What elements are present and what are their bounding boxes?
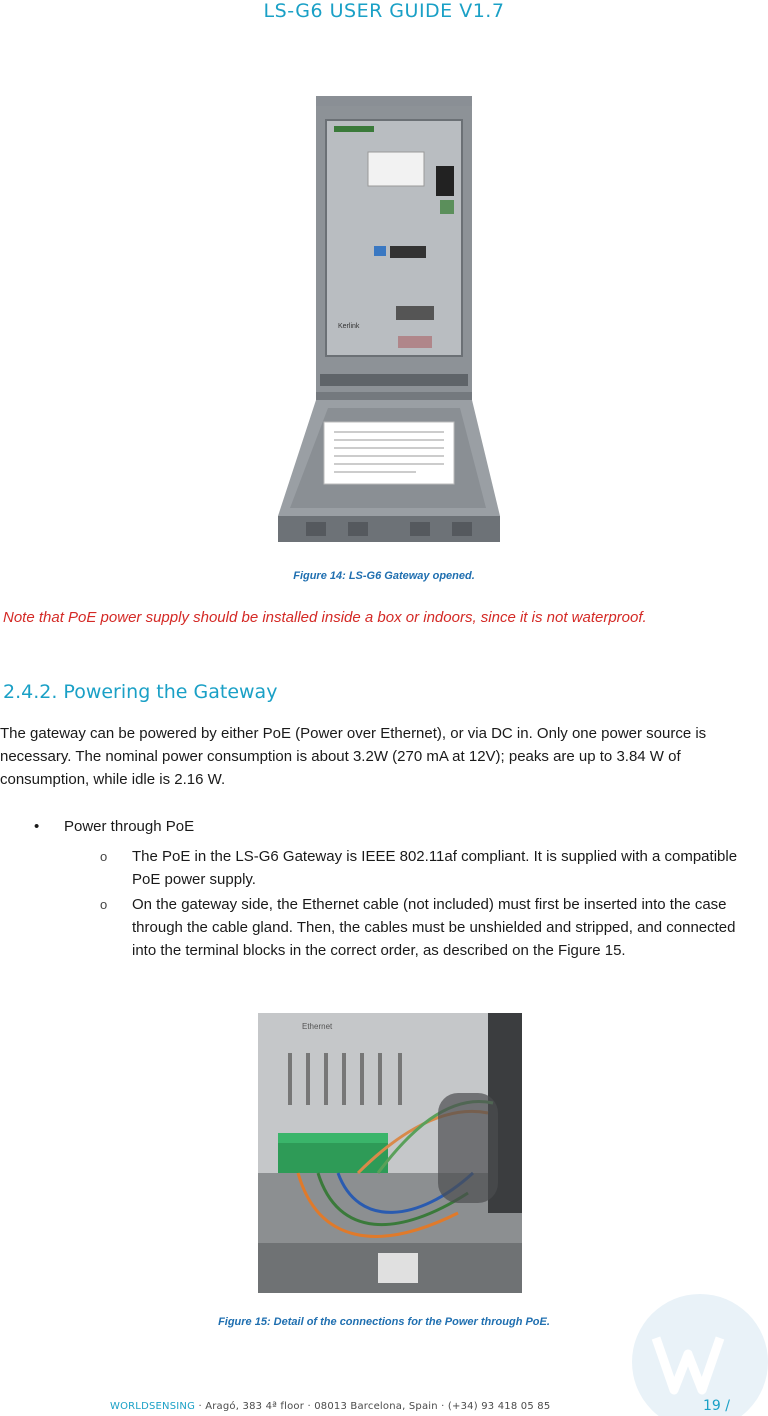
footer-address-text: · Aragó, 383 4ª floor · 08013 Barcelona, Spain · (+34) 93 418 05 85 <box>195 1401 551 1412</box>
list-item-power-through-poe: Power through PoE <box>64 818 195 835</box>
figure14-caption: Figure 14: LS-G6 Gateway opened. <box>293 570 475 582</box>
figure-gateway-opened-image <box>276 96 502 546</box>
sub-bullet-marker: o <box>100 849 108 864</box>
page-number: 19 / <box>703 1398 730 1414</box>
sub-item-ieee-compliance: The PoE in the LS-G6 Gateway is IEEE 802.11af compliant. It is supplied with a compatible PoE power supply. <box>132 848 738 888</box>
header-title: LS-G6 USER GUIDE V1.7 <box>263 0 505 22</box>
sub-bullet-marker: o <box>100 897 108 912</box>
section-heading: 2.4.2. Powering the Gateway <box>3 681 278 703</box>
figure-poe-connections-image <box>258 1013 522 1293</box>
bullet-marker: • <box>34 818 40 835</box>
waterproof-note: Note that PoE power supply should be installed inside a box or indoors, since it is not waterproof. <box>3 609 647 626</box>
footer-brand: WORLDSENSING <box>110 1401 196 1412</box>
ethernet-label: Ethernet <box>302 1022 333 1031</box>
figure15-caption: Figure 15: Detail of the connections for the Power through PoE. <box>218 1316 550 1328</box>
kerlink-label: Kerlink <box>338 323 360 330</box>
sub-item-ethernet-cable: On the gateway side, the Ethernet cable (not included) must first be inserted into the case through the cable gland. Then, the cables must be unshielded and stripped, and connected into the terminal blocks in the correct order, as described on the Figure 15. <box>132 896 736 959</box>
footer-address <box>110 1401 550 1412</box>
powering-paragraph: The gateway can be powered by either PoE (Power over Ethernet), or via DC in. Only one power source is necessary. The nominal power consumption is about 3.2W (270 mA at 12V); peaks are up to 3.84 W of consumption, while idle is 2.16 W. <box>0 725 707 788</box>
worldsensing-watermark-logo <box>628 1290 768 1416</box>
